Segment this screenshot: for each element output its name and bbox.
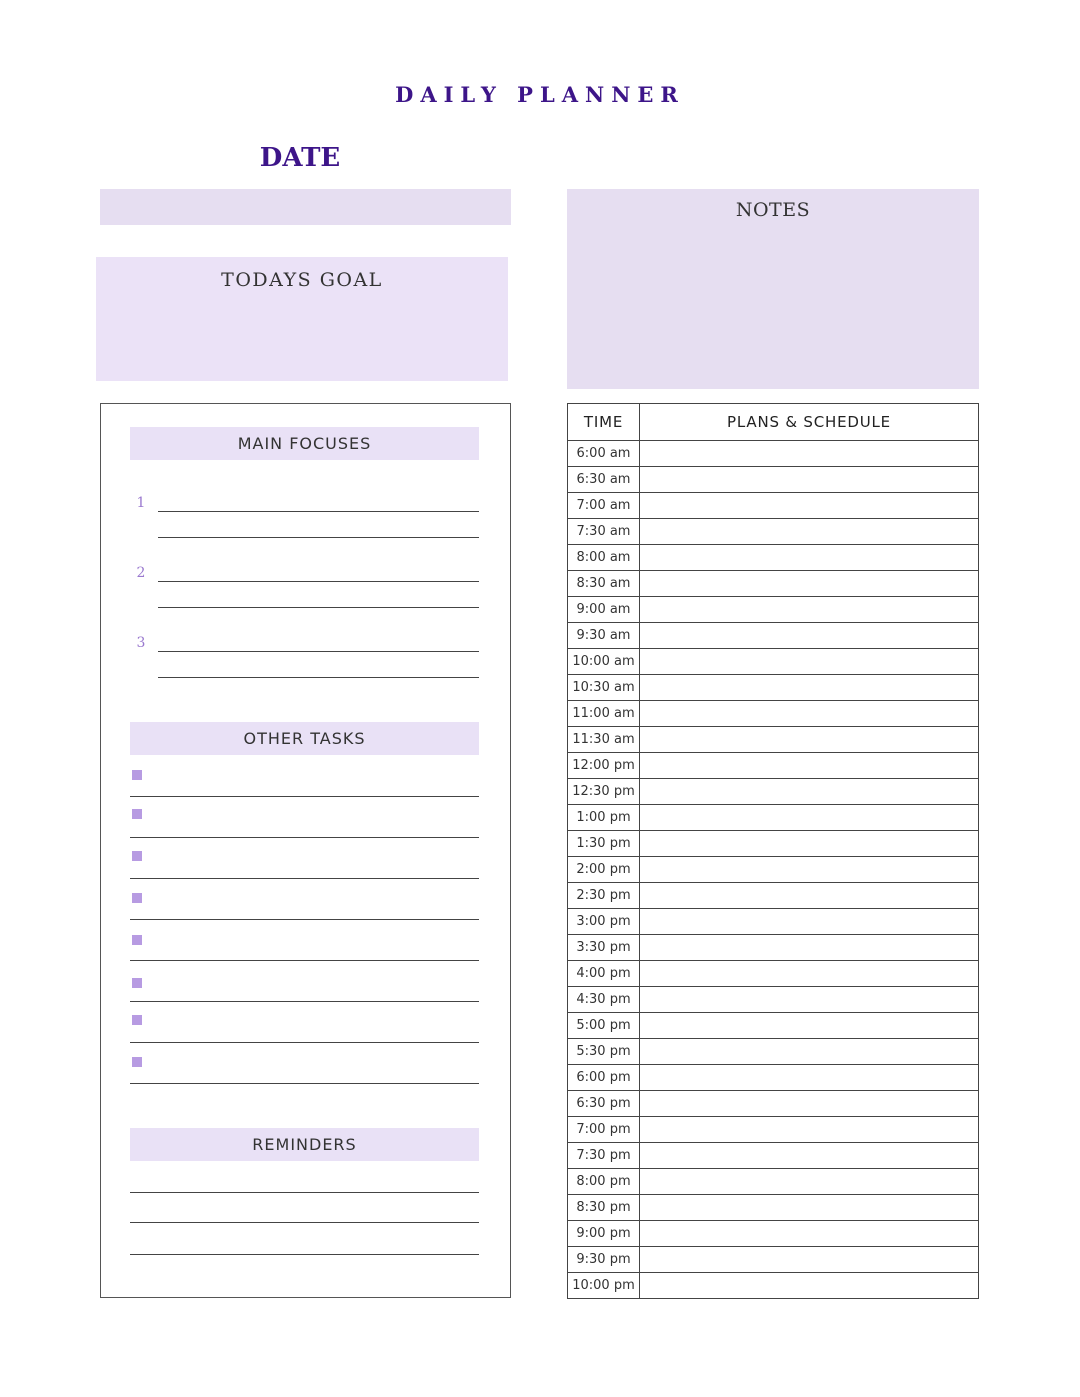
time-slot-label: 6:30 pm [568, 1091, 640, 1117]
time-slot-label: 7:00 am [568, 493, 640, 519]
plan-cell[interactable] [640, 935, 979, 961]
schedule-row [568, 623, 979, 649]
time-slot-label: 3:30 pm [568, 935, 640, 961]
other-tasks-header: OTHER TASKS [130, 722, 479, 755]
plan-cell[interactable] [640, 1221, 979, 1247]
schedule-row [568, 1117, 979, 1143]
time-slot-label: 10:00 pm [568, 1273, 640, 1299]
schedule-row [568, 779, 979, 805]
schedule-row [568, 805, 979, 831]
plan-cell[interactable] [640, 961, 979, 987]
plan-cell[interactable] [640, 883, 979, 909]
notes-label: NOTES [735, 199, 811, 221]
schedule-row [568, 701, 979, 727]
schedule-row [568, 545, 979, 571]
plan-cell[interactable] [640, 727, 979, 753]
schedule-row [568, 649, 979, 675]
time-slot-label: 1:30 pm [568, 831, 640, 857]
time-slot-label: 6:00 am [568, 441, 640, 467]
plans-header: PLANS & SCHEDULE [640, 404, 979, 441]
time-slot-label: 10:30 am [568, 675, 640, 701]
page-title: DAILY PLANNER [395, 82, 685, 107]
plan-cell[interactable] [640, 545, 979, 571]
notes-box[interactable] [567, 189, 979, 389]
focus-line[interactable] [158, 537, 479, 538]
focus-line[interactable] [158, 677, 479, 678]
plan-cell[interactable] [640, 753, 979, 779]
schedule-row [568, 675, 979, 701]
focus-number: 2 [136, 565, 146, 581]
task-checkbox[interactable] [132, 809, 142, 819]
schedule-row [568, 753, 979, 779]
plan-cell[interactable] [640, 623, 979, 649]
time-slot-label: 5:00 pm [568, 1013, 640, 1039]
time-slot-label: 10:00 am [568, 649, 640, 675]
time-slot-label: 2:30 pm [568, 883, 640, 909]
time-slot-label: 8:00 am [568, 545, 640, 571]
left-panel [100, 403, 511, 1298]
reminders-header: REMINDERS [130, 1128, 479, 1161]
time-slot-label: 6:00 pm [568, 1065, 640, 1091]
schedule-row [568, 467, 979, 493]
time-slot-label: 4:30 pm [568, 987, 640, 1013]
plan-cell[interactable] [640, 597, 979, 623]
task-checkbox[interactable] [132, 770, 142, 780]
focus-line[interactable] [158, 607, 479, 608]
plan-cell[interactable] [640, 831, 979, 857]
plan-cell[interactable] [640, 441, 979, 467]
time-slot-label: 12:00 pm [568, 753, 640, 779]
schedule-row [568, 1091, 979, 1117]
plan-cell[interactable] [640, 519, 979, 545]
time-slot-label: 9:00 pm [568, 1221, 640, 1247]
schedule-body [568, 441, 979, 1299]
plan-cell[interactable] [640, 1039, 979, 1065]
plan-cell[interactable] [640, 857, 979, 883]
schedule-row [568, 1221, 979, 1247]
time-header: TIME [568, 404, 640, 441]
focus-number: 3 [136, 635, 146, 651]
schedule-row [568, 1065, 979, 1091]
schedule-row [568, 493, 979, 519]
plan-cell[interactable] [640, 571, 979, 597]
time-slot-label: 8:30 am [568, 571, 640, 597]
date-label: DATE [259, 143, 341, 173]
schedule-row [568, 883, 979, 909]
time-slot-label: 2:00 pm [568, 857, 640, 883]
main-focuses-header: MAIN FOCUSES [130, 427, 479, 460]
schedule-row [568, 909, 979, 935]
schedule-row [568, 571, 979, 597]
time-slot-label: 8:30 pm [568, 1195, 640, 1221]
schedule-row [568, 519, 979, 545]
plan-cell[interactable] [640, 1273, 979, 1299]
schedule-header-row [568, 404, 979, 441]
plan-cell[interactable] [640, 1143, 979, 1169]
time-slot-label: 1:00 pm [568, 805, 640, 831]
plan-cell[interactable] [640, 701, 979, 727]
focus-line[interactable] [158, 581, 479, 582]
plan-cell[interactable] [640, 805, 979, 831]
plan-cell[interactable] [640, 649, 979, 675]
time-slot-label: 9:30 pm [568, 1247, 640, 1273]
task-checkbox[interactable] [132, 893, 142, 903]
plan-cell[interactable] [640, 493, 979, 519]
schedule-row [568, 1039, 979, 1065]
task-line[interactable] [130, 919, 479, 920]
schedule-row [568, 1195, 979, 1221]
date-field[interactable] [100, 189, 511, 225]
time-slot-label: 4:00 pm [568, 961, 640, 987]
time-slot-label: 7:30 pm [568, 1143, 640, 1169]
time-slot-label: 6:30 am [568, 467, 640, 493]
schedule-row [568, 1143, 979, 1169]
time-slot-label: 11:30 am [568, 727, 640, 753]
plan-cell[interactable] [640, 909, 979, 935]
schedule-row [568, 1013, 979, 1039]
plan-cell[interactable] [640, 1013, 979, 1039]
schedule-row [568, 597, 979, 623]
task-checkbox[interactable] [132, 935, 142, 945]
reminder-line[interactable] [130, 1254, 479, 1255]
plan-cell[interactable] [640, 1065, 979, 1091]
plan-cell[interactable] [640, 1117, 979, 1143]
task-checkbox[interactable] [132, 1057, 142, 1067]
time-slot-label: 12:30 pm [568, 779, 640, 805]
time-slot-label: 7:00 pm [568, 1117, 640, 1143]
time-slot-label: 7:30 am [568, 519, 640, 545]
task-line[interactable] [130, 796, 479, 797]
plan-cell[interactable] [640, 1247, 979, 1273]
task-line[interactable] [130, 837, 479, 838]
schedule-row [568, 1273, 979, 1299]
task-checkbox[interactable] [132, 851, 142, 861]
plan-cell[interactable] [640, 467, 979, 493]
schedule-row [568, 1247, 979, 1273]
schedule-row [568, 987, 979, 1013]
focus-number: 1 [136, 495, 146, 511]
time-slot-label: 5:30 pm [568, 1039, 640, 1065]
schedule-row [568, 935, 979, 961]
time-slot-label: 9:00 am [568, 597, 640, 623]
plan-cell[interactable] [640, 1169, 979, 1195]
schedule-row [568, 727, 979, 753]
todays-goal-label: TODAYS GOAL [221, 269, 383, 291]
time-slot-label: 9:30 am [568, 623, 640, 649]
task-line[interactable] [130, 1083, 479, 1084]
reminder-line[interactable] [130, 1192, 479, 1193]
reminder-line[interactable] [130, 1222, 479, 1223]
schedule-row [568, 831, 979, 857]
time-slot-label: 8:00 pm [568, 1169, 640, 1195]
plan-cell[interactable] [640, 987, 979, 1013]
plan-cell[interactable] [640, 1091, 979, 1117]
schedule-row [568, 961, 979, 987]
task-line[interactable] [130, 1001, 479, 1002]
task-line[interactable] [130, 1042, 479, 1043]
focus-line[interactable] [158, 651, 479, 652]
time-slot-label: 3:00 pm [568, 909, 640, 935]
schedule-row [568, 857, 979, 883]
schedule-row [568, 1169, 979, 1195]
task-line[interactable] [130, 960, 479, 961]
todays-goal-box[interactable] [96, 257, 508, 381]
task-checkbox[interactable] [132, 978, 142, 988]
schedule-table [567, 403, 979, 1299]
task-line[interactable] [130, 878, 479, 879]
plan-cell[interactable] [640, 675, 979, 701]
task-checkbox[interactable] [132, 1015, 142, 1025]
focus-line[interactable] [158, 511, 479, 512]
schedule-row [568, 441, 979, 467]
time-slot-label: 11:00 am [568, 701, 640, 727]
plan-cell[interactable] [640, 779, 979, 805]
plan-cell[interactable] [640, 1195, 979, 1221]
